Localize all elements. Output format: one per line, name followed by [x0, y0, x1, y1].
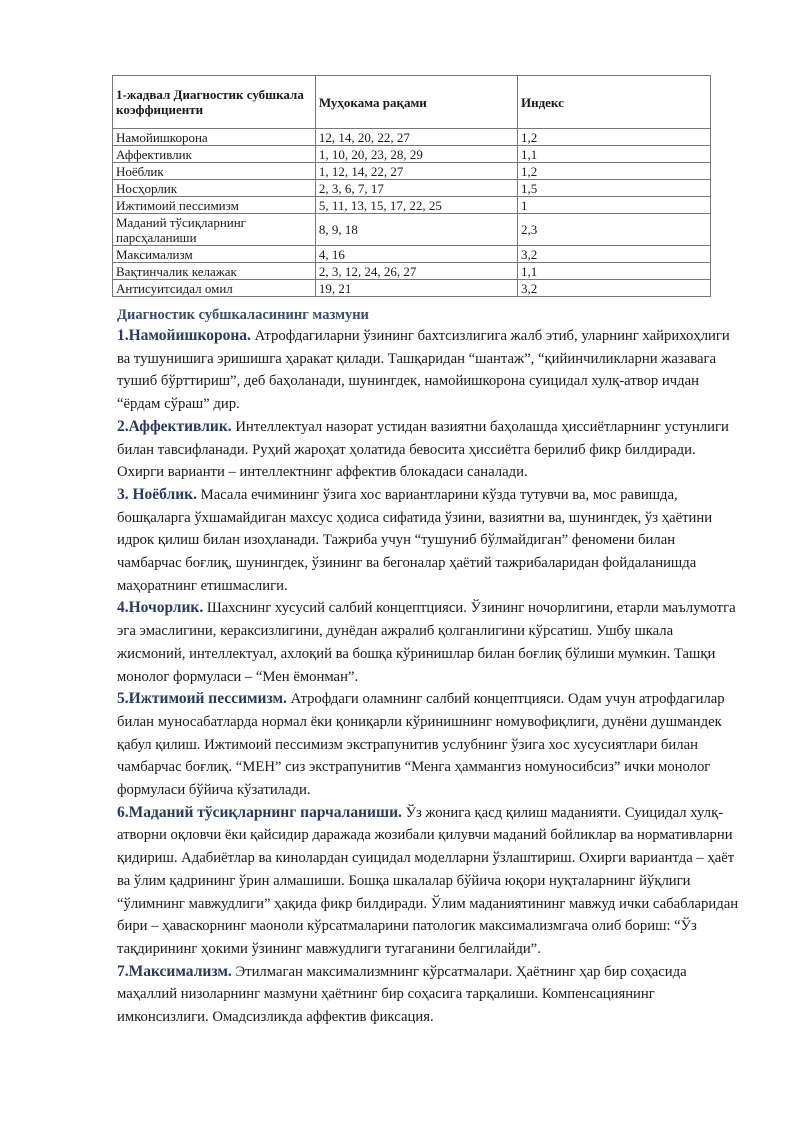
table-cell: 1,5: [517, 180, 710, 197]
table-cell: 3,2: [517, 280, 710, 297]
table-cell: Ноёблик: [113, 163, 316, 180]
table-row: [113, 129, 711, 146]
table-cell: Носҳорлик: [113, 180, 316, 197]
section-title: Диагностик субшкаласининг мазмуни: [117, 307, 369, 323]
table-cell: 1,1: [517, 263, 710, 280]
table-header-row: [113, 76, 711, 129]
table-cell: 5, 11, 13, 15, 17, 22, 25: [315, 197, 517, 214]
table-cell: 1,1: [517, 146, 710, 163]
subscale-text: Ўз жонига қасд қилиш маданияти. Суицидал хулқ-атворни оқловчи ёки қайсидир даражада жозибали қилувчи маданий бойликлар ва нормативларни қидириш. Адабиётлар ва кинолардан суицидал моделларни ўзлаштириш. Охирги вариантда – ҳаёт ва ўлим қадрининг ўрин алмашиши. Бошқа шкалалар бўйича юқори нуқталарнинг йўқлиги “ўлимнинг мавжудлиги” ҳақида фикр билдиради. Ўлим маданиятининг мавжуд ички сабабларидан бири – ҳаваскорнинг маоноли кўрсатмаларини патологик максимализмгача олиб бориш: “Ўз тақдирининг ҳокими ўзининг мавжудлиги тугаганини белгилайди”.: [117, 804, 739, 957]
subscale-heading: 3. Ноёблик.: [117, 485, 197, 503]
document-body: [117, 305, 742, 1029]
subscale-heading: 5.Ижтимоий пессимизм.: [117, 690, 287, 708]
table-cell: 1, 10, 20, 23, 28, 29: [315, 146, 517, 163]
table-row: [113, 146, 711, 163]
subscale-heading: 4.Ночорлик.: [117, 599, 204, 617]
subscale-text: Атрофдагиларни ўзининг бахтсизлигига жалб этиб, уларнинг хайрихоҳлиги ва тушунишига эришишга ҳаракат қилади. Ташқаридан “шантаж”, “қийинчиликларни жазавага тушиб бўрттириш”, деб баҳоланади, шунингдек, намойишкорона суицидал хулқ-атвор ичдан “ёрдам сўраш” дир.: [117, 328, 730, 413]
table-row: [113, 214, 711, 246]
table-cell: Аффективлик: [113, 146, 316, 163]
subscale-text: Этилмаган максимализмнинг кўрсатмалари. Ҳаётнинг ҳар бир соҳасида маҳаллий низоларнинг мазмуни ҳаётнинг бир соҳасига тарқалиши. Компенсациянинг имконсизлиги. Омадсизликда аффектив фиксация.: [117, 963, 687, 1026]
subscale-paragraph: [117, 802, 742, 961]
subscale-text: Атрофдаги оламнинг салбий концептцияси. Одам учун атрофдагилар билан муносабатларда нормал ёки қониқарли кўринишнинг номувофиқлиги, дунёни душмандек қабул қилиш. Ижтимоий пессимизм экстрапунитив услубнинг ўзига хос хусусиятлари билан чамбарчас боғлиқ. “МЕН” сиз экстрапунитив “Менга ҳаммангиз номуносибсиз” ички монолог формуласи бўйича кўзатилади.: [117, 691, 725, 799]
subscale-heading: 2.Аффективлик.: [117, 417, 232, 435]
table-cell: 2,3: [517, 214, 710, 246]
table-header-cell: 1-жадвал Диагностик субшкала коэффициенти: [113, 76, 316, 129]
table-cell: 2, 3, 12, 24, 26, 27: [315, 263, 517, 280]
table-cell: Антисуитсидал омил: [113, 280, 316, 297]
subscale-paragraph: [117, 961, 742, 1029]
subscale-paragraph: [117, 416, 742, 484]
table-row: [113, 280, 711, 297]
subscale-paragraph: [117, 484, 742, 598]
table-cell: 12, 14, 20, 22, 27: [315, 129, 517, 146]
table-cell: 3,2: [517, 246, 710, 263]
table-row: [113, 197, 711, 214]
subscale-text: Масала ечимининг ўзига хос вариантларини кўзда тутувчи ва, мос равишда, бошқаларга ўхшамайдиган махсус ҳодиса сифатида ўзини, вазиятни ва, шунингдек, ўз ҳаётини идрок қилиш билан изоҳланади. Тажриба учун “тушуниб бўлмайдиган” феномени билан чамбарчас боғлиқ, шунингдек, ўзининг ва бегоналар ҳаётий тажрибаларидан фойдаланишда маҳоратнинг етишмаслиги.: [117, 486, 713, 594]
table-cell: Намойишкорона: [113, 129, 316, 146]
table-cell: 1, 12, 14, 22, 27: [315, 163, 517, 180]
table-header-cell: Индекс: [517, 76, 710, 129]
coefficient-table: [112, 75, 711, 297]
subscale-heading: 7.Максимализм.: [117, 962, 232, 980]
table-cell: Ижтимоий пессимизм: [113, 197, 316, 214]
table-cell: 8, 9, 18: [315, 214, 517, 246]
subscale-text: Шахснинг хусусий салбий концептцияси. Ўзининг ночорлигини, етарли маълумотга эга эмаслигини, кераксизлигини, дунёдан ажралиб қолганлигини кўрсатиш. Ушбу шкала жисмоний, интеллектуал, ахлоқий ва бошқа кўринишлар билан боғлиқ бўлиши мумкин. Ташқи монолог формуласи – “Мен ёмонман”.: [117, 600, 736, 685]
table-row: [113, 180, 711, 197]
table-row: [113, 263, 711, 280]
subscale-heading: 1.Намойишкорона.: [117, 327, 251, 344]
table-cell: 4, 16: [315, 246, 517, 263]
table-cell: 19, 21: [315, 280, 517, 297]
subscale-heading: 6.Маданий тўсиқларнинг парчаланиши.: [117, 803, 402, 821]
table-cell: Маданий тўсиқларнинг парсҳаланиши: [113, 214, 316, 246]
table-cell: Вақтинчалик келажак: [113, 263, 316, 280]
table-header-cell: Муҳокама рақами: [315, 76, 517, 129]
table-cell: 1,2: [517, 163, 710, 180]
table-row: [113, 163, 711, 180]
subscale-paragraph: [117, 325, 742, 416]
table-cell: 1: [517, 197, 710, 214]
table-cell: 1,2: [517, 129, 710, 146]
subscale-paragraph: [117, 597, 742, 688]
subscale-text: Интеллектуал назорат устидан вазиятни баҳолашда ҳиссиётларнинг устунлиги билан тавсифланади. Руҳий жароҳат ҳолатида бевосита ҳиссиётга берилиб фикр билдиради. Охирги варианти – интеллектнинг аффектив блокадаси саналади.: [117, 418, 729, 481]
table-row: [113, 246, 711, 263]
table-cell: 2, 3, 6, 7, 17: [315, 180, 517, 197]
table-cell: Максимализм: [113, 246, 316, 263]
subscale-paragraph: [117, 688, 742, 802]
